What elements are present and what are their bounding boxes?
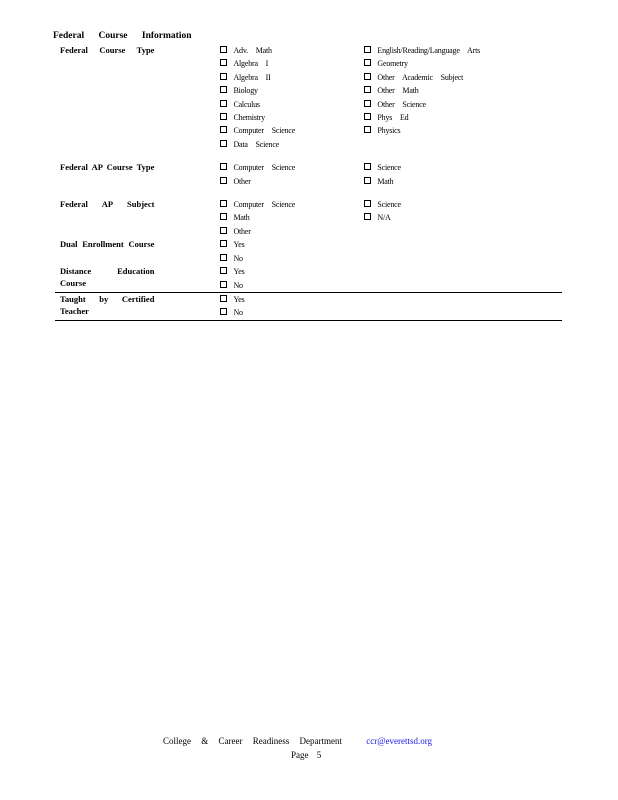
- options-column: [364, 161, 562, 188]
- checkbox-icon[interactable]: [364, 73, 371, 80]
- checkbox-option[interactable]: [220, 252, 364, 265]
- checkbox-option[interactable]: [220, 161, 364, 174]
- checkbox-option[interactable]: [220, 198, 364, 211]
- footer-page-number: [291, 750, 321, 760]
- checkbox-icon[interactable]: [364, 213, 371, 220]
- option-label: No: [233, 280, 243, 290]
- footer-page-label: Page: [291, 750, 309, 760]
- option-label: Other: [233, 226, 251, 236]
- checkbox-icon[interactable]: [364, 200, 371, 207]
- option-label: Calculus: [233, 99, 260, 109]
- checkbox-icon[interactable]: [364, 46, 371, 53]
- checkbox-icon[interactable]: [220, 177, 227, 184]
- form-row: [55, 161, 562, 188]
- option-label: Algebra II: [233, 72, 271, 82]
- option-label: Yes: [233, 267, 245, 277]
- option-label: No: [233, 253, 243, 263]
- option-label: Science: [377, 163, 401, 173]
- option-label: Yes: [233, 294, 245, 304]
- options-column: [364, 238, 562, 265]
- option-label: Data Science: [233, 139, 280, 149]
- option-label: Science: [377, 200, 401, 210]
- form-row: [55, 292, 562, 320]
- checkbox-icon[interactable]: [220, 126, 227, 133]
- option-label: Chemistry: [233, 113, 265, 123]
- form-row: [55, 198, 562, 238]
- checkbox-option[interactable]: [364, 161, 562, 174]
- checkbox-icon[interactable]: [220, 240, 227, 247]
- checkbox-icon[interactable]: [364, 163, 371, 170]
- section-title: Federal Course Information: [53, 31, 192, 41]
- option-label: Yes: [233, 240, 245, 250]
- checkbox-icon[interactable]: [220, 73, 227, 80]
- row-spacer: [55, 188, 562, 198]
- options-column: [214, 161, 364, 188]
- checkbox-option[interactable]: [364, 175, 562, 188]
- option-label: Phys Ed: [377, 113, 409, 123]
- checkbox-icon[interactable]: [220, 254, 227, 261]
- option-label: Other Math: [377, 86, 419, 96]
- checkbox-icon[interactable]: [220, 200, 227, 207]
- checkbox-icon[interactable]: [220, 46, 227, 53]
- checkbox-option[interactable]: [220, 111, 364, 124]
- checkbox-option[interactable]: [220, 293, 364, 306]
- checkbox-option[interactable]: [364, 111, 562, 124]
- checkbox-option[interactable]: [364, 198, 562, 211]
- form-row: [55, 44, 562, 151]
- checkbox-icon[interactable]: [364, 126, 371, 133]
- field-label: Federal AP Subject: [60, 199, 155, 210]
- options-column: [214, 292, 364, 320]
- option-label: Computer Science: [233, 163, 296, 173]
- option-label: Biology: [233, 86, 258, 96]
- form-row: [55, 238, 562, 265]
- checkbox-icon[interactable]: [220, 308, 227, 315]
- option-label: Other Academic Subject: [377, 72, 464, 82]
- option-label: Math: [377, 176, 394, 186]
- checkbox-option[interactable]: [220, 225, 364, 238]
- checkbox-icon[interactable]: [220, 86, 227, 93]
- checkbox-icon[interactable]: [220, 113, 227, 120]
- checkbox-option[interactable]: [220, 238, 364, 251]
- footer-department: College & Career Readiness Department: [163, 736, 342, 746]
- checkbox-option[interactable]: [220, 84, 364, 97]
- checkbox-option[interactable]: [364, 44, 562, 57]
- checkbox-icon[interactable]: [364, 113, 371, 120]
- checkbox-icon[interactable]: [220, 100, 227, 107]
- option-label: N/A: [377, 213, 391, 223]
- option-label: Computer Science: [233, 126, 296, 136]
- checkbox-option[interactable]: [220, 265, 364, 278]
- checkbox-option[interactable]: [220, 175, 364, 188]
- option-label: Other Science: [377, 99, 426, 109]
- checkbox-option[interactable]: [220, 71, 364, 84]
- option-label: Algebra I: [233, 59, 269, 69]
- option-label: Math: [233, 213, 250, 223]
- field-label: Distance Education Course: [60, 266, 155, 289]
- options-column: [214, 265, 364, 292]
- checkbox-icon[interactable]: [220, 295, 227, 302]
- options-column: [214, 44, 364, 151]
- footer-email-link[interactable]: ccr@everettsd.org: [366, 736, 433, 746]
- checkbox-icon[interactable]: [364, 86, 371, 93]
- options-column: [364, 198, 562, 238]
- checkbox-icon[interactable]: [220, 163, 227, 170]
- field-label: Federal Course Type: [60, 45, 155, 55]
- options-column: [364, 44, 562, 151]
- checkbox-icon[interactable]: [220, 281, 227, 288]
- checkbox-option[interactable]: [220, 44, 364, 57]
- checkbox-option[interactable]: [364, 71, 562, 84]
- options-column: [364, 265, 562, 292]
- footer-department-line: [163, 736, 432, 746]
- checkbox-option[interactable]: [220, 138, 364, 151]
- option-label: Geometry: [377, 59, 408, 69]
- checkbox-option[interactable]: [220, 57, 364, 70]
- field-label: Taught by Certified Teacher: [55, 292, 214, 320]
- checkbox-icon[interactable]: [364, 59, 371, 66]
- field-label: Federal AP Course Type: [60, 162, 155, 173]
- checkbox-option[interactable]: [220, 279, 364, 292]
- checkbox-icon[interactable]: [220, 140, 227, 147]
- checkbox-icon[interactable]: [220, 213, 227, 220]
- checkbox-option[interactable]: [364, 57, 562, 70]
- checkbox-option[interactable]: [220, 124, 364, 137]
- options-column: [364, 292, 562, 320]
- course-info-table: [55, 44, 562, 321]
- option-label: Computer Science: [233, 200, 296, 210]
- form-row: [55, 265, 562, 292]
- footer-page-value: 5: [316, 750, 322, 760]
- checkbox-option[interactable]: [220, 306, 364, 319]
- checkbox-option[interactable]: [364, 124, 562, 137]
- option-label: Physics: [377, 126, 401, 136]
- checkbox-option[interactable]: [220, 98, 364, 111]
- checkbox-icon[interactable]: [220, 267, 227, 274]
- checkbox-icon[interactable]: [364, 100, 371, 107]
- field-label: Dual Enrollment Course: [60, 239, 155, 250]
- checkbox-option[interactable]: [364, 211, 562, 224]
- checkbox-icon[interactable]: [364, 177, 371, 184]
- checkbox-icon[interactable]: [220, 59, 227, 66]
- option-label: English/Reading/Language Arts: [377, 46, 481, 55]
- option-label: Other: [233, 176, 251, 186]
- option-label: No: [233, 308, 243, 318]
- checkbox-icon[interactable]: [220, 227, 227, 234]
- row-spacer: [55, 151, 562, 161]
- checkbox-option[interactable]: [364, 98, 562, 111]
- option-label: Adv. Math: [233, 46, 272, 55]
- options-column: [214, 238, 364, 265]
- options-column: [214, 198, 364, 238]
- checkbox-option[interactable]: [220, 211, 364, 224]
- checkbox-option[interactable]: [364, 84, 562, 97]
